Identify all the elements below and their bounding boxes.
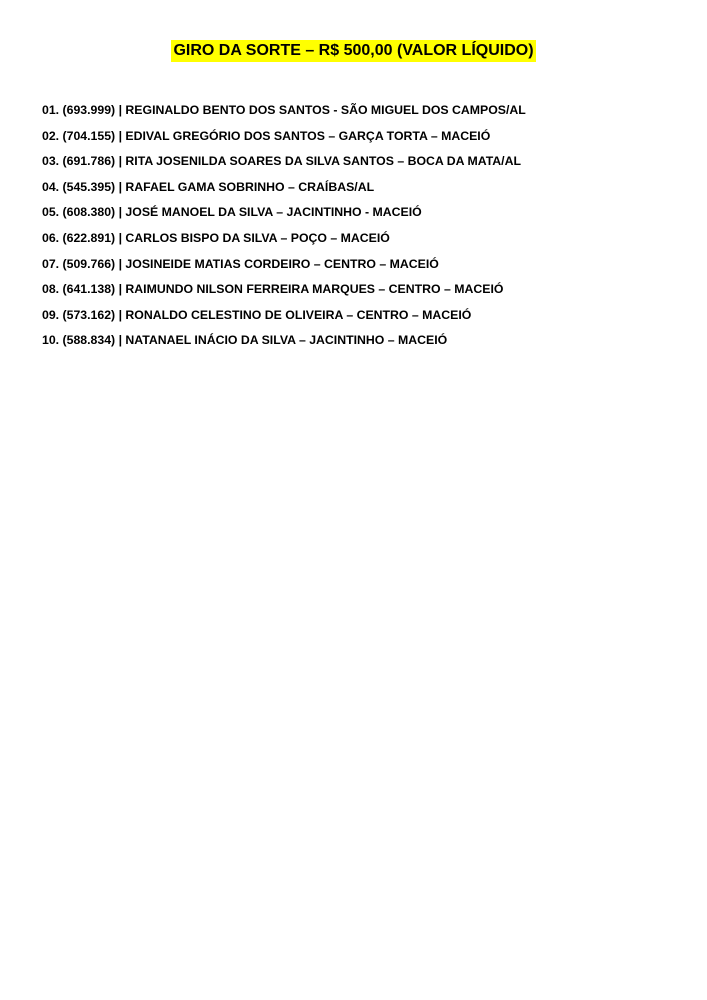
title-container [0, 40, 707, 62]
list-item: 05. (608.380) | JOSÉ MANOEL DA SILVA – JACINTINHO - MACEIÓ [42, 205, 422, 220]
list-item: 06. (622.891) | CARLOS BISPO DA SILVA – POÇO – MACEIÓ [42, 230, 390, 245]
list-item: 09. (573.162) | RONALDO CELESTINO DE OLIVEIRA – CENTRO – MACEIÓ [42, 307, 472, 322]
list-item: 03. (691.786) | RITA JOSENILDA SOARES DA SILVA SANTOS – BOCA DA MATA/AL [42, 154, 521, 169]
list-item: 08. (641.138) | RAIMUNDO NILSON FERREIRA MARQUES – CENTRO – MACEIÓ [42, 282, 504, 297]
list-item: 07. (509.766) | JOSINEIDE MATIAS CORDEIRO – CENTRO – MACEIÓ [42, 256, 439, 271]
winners-list [42, 100, 682, 356]
list-item: 04. (545.395) | RAFAEL GAMA SOBRINHO – CRAÍBAS/AL [42, 179, 375, 194]
list-item: 02. (704.155) | EDIVAL GREGÓRIO DOS SANTOS – GARÇA TORTA – MACEIÓ [42, 128, 491, 143]
list-item: 10. (588.834) | NATANAEL INÁCIO DA SILVA – JACINTINHO – MACEIÓ [42, 333, 448, 348]
list-item: 01. (693.999) | REGINALDO BENTO DOS SANTOS - SÃO MIGUEL DOS CAMPOS/AL [42, 103, 526, 117]
page-title: GIRO DA SORTE – R$ 500,00 (VALOR LÍQUIDO) [171, 40, 535, 62]
